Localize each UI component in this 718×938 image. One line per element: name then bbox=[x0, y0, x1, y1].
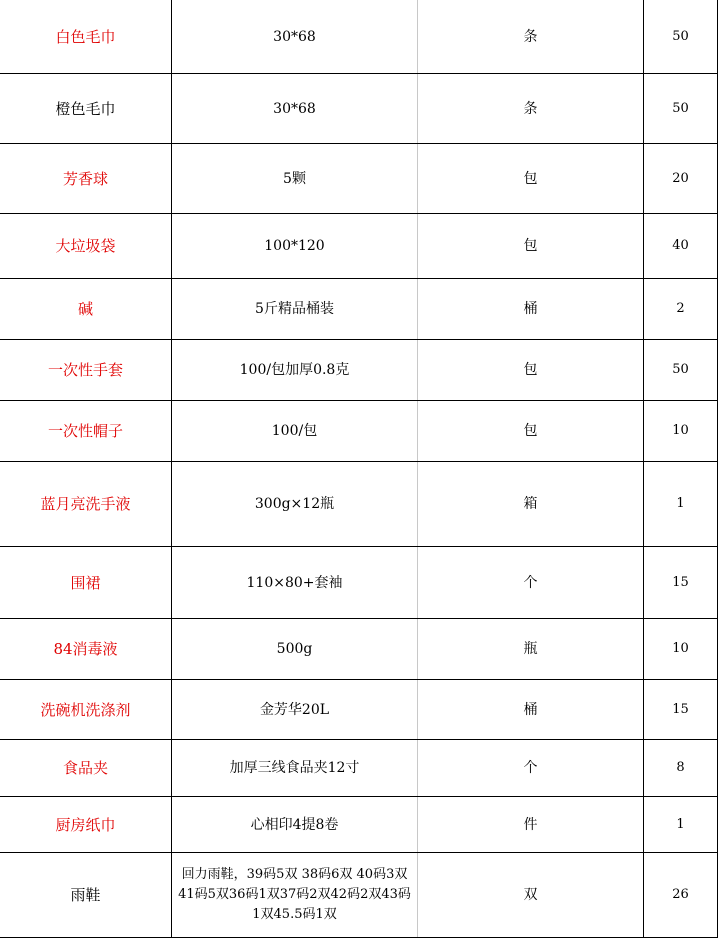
item-spec: 110×80+套袖 bbox=[172, 547, 418, 619]
item-name: 白色毛巾 bbox=[0, 0, 172, 74]
item-name: 芳香球 bbox=[0, 144, 172, 214]
table-row bbox=[0, 74, 718, 144]
item-unit: 瓶 bbox=[418, 619, 644, 680]
item-qty: 8 bbox=[644, 740, 718, 797]
item-qty: 10 bbox=[644, 619, 718, 680]
table-row bbox=[0, 401, 718, 462]
item-unit: 包 bbox=[418, 401, 644, 462]
item-qty: 15 bbox=[644, 680, 718, 740]
item-spec: 500g bbox=[172, 619, 418, 680]
item-spec: 5斤精品桶装 bbox=[172, 279, 418, 340]
item-spec: 100/包 bbox=[172, 401, 418, 462]
item-unit: 条 bbox=[418, 74, 644, 144]
table-row bbox=[0, 214, 718, 279]
item-spec: 金芳华20L bbox=[172, 680, 418, 740]
item-spec: 100/包加厚0.8克 bbox=[172, 340, 418, 401]
item-unit: 包 bbox=[418, 214, 644, 279]
item-qty: 2 bbox=[644, 279, 718, 340]
item-name: 碱 bbox=[0, 279, 172, 340]
item-name: 84消毒液 bbox=[0, 619, 172, 680]
item-unit: 包 bbox=[418, 340, 644, 401]
item-spec: 30*68 bbox=[172, 74, 418, 144]
item-spec: 心相印4提8卷 bbox=[172, 797, 418, 853]
item-name: 橙色毛巾 bbox=[0, 74, 172, 144]
item-qty: 1 bbox=[644, 462, 718, 547]
table-row bbox=[0, 340, 718, 401]
item-name: 大垃圾袋 bbox=[0, 214, 172, 279]
table-row bbox=[0, 0, 718, 74]
item-qty: 26 bbox=[644, 853, 718, 938]
item-name: 蓝月亮洗手液 bbox=[0, 462, 172, 547]
item-unit: 个 bbox=[418, 547, 644, 619]
table-row bbox=[0, 462, 718, 547]
item-unit: 桶 bbox=[418, 680, 644, 740]
item-unit: 件 bbox=[418, 797, 644, 853]
item-spec: 5颗 bbox=[172, 144, 418, 214]
item-qty: 10 bbox=[644, 401, 718, 462]
item-unit: 个 bbox=[418, 740, 644, 797]
item-unit: 双 bbox=[418, 853, 644, 938]
item-qty: 40 bbox=[644, 214, 718, 279]
table-row bbox=[0, 547, 718, 619]
item-qty: 50 bbox=[644, 74, 718, 144]
item-name: 围裙 bbox=[0, 547, 172, 619]
item-name: 一次性帽子 bbox=[0, 401, 172, 462]
item-spec: 30*68 bbox=[172, 0, 418, 74]
table-row bbox=[0, 740, 718, 797]
item-unit: 箱 bbox=[418, 462, 644, 547]
item-qty: 50 bbox=[644, 0, 718, 74]
item-name: 厨房纸巾 bbox=[0, 797, 172, 853]
table-row bbox=[0, 619, 718, 680]
item-unit: 条 bbox=[418, 0, 644, 74]
item-spec: 回力雨鞋，39码5双 38码6双 40码3双 41码5双36码1双37码2双42码2双43码1双45.5码1双 bbox=[172, 853, 418, 938]
item-qty: 1 bbox=[644, 797, 718, 853]
table-row bbox=[0, 144, 718, 214]
item-qty: 15 bbox=[644, 547, 718, 619]
table-row bbox=[0, 279, 718, 340]
item-qty: 20 bbox=[644, 144, 718, 214]
table-row bbox=[0, 853, 718, 938]
item-name: 雨鞋 bbox=[0, 853, 172, 938]
item-name: 洗碗机洗涤剂 bbox=[0, 680, 172, 740]
table-row bbox=[0, 680, 718, 740]
item-qty: 50 bbox=[644, 340, 718, 401]
item-unit: 桶 bbox=[418, 279, 644, 340]
item-spec: 300g×12瓶 bbox=[172, 462, 418, 547]
item-name: 一次性手套 bbox=[0, 340, 172, 401]
item-unit: 包 bbox=[418, 144, 644, 214]
item-spec: 100*120 bbox=[172, 214, 418, 279]
item-name: 食品夹 bbox=[0, 740, 172, 797]
table-row bbox=[0, 797, 718, 853]
item-spec: 加厚三线食品夹12寸 bbox=[172, 740, 418, 797]
